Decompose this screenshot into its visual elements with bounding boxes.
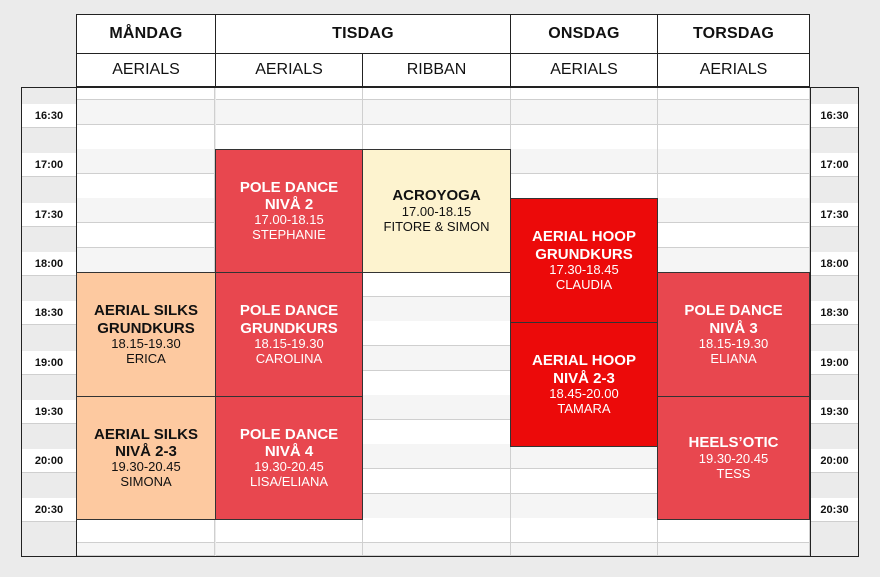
class-title: POLE DANCE xyxy=(684,302,783,320)
grid-cell xyxy=(511,88,658,100)
class-time: 18.15-19.30 xyxy=(254,335,324,351)
time-label: 16:30 xyxy=(22,104,76,128)
grid-cell xyxy=(658,543,810,556)
class-title: GRUNDKURS xyxy=(97,319,195,337)
grid-cell xyxy=(77,88,215,100)
class-block[interactable] xyxy=(657,396,810,520)
grid-cell xyxy=(658,223,810,248)
class-title: NIVÅ 4 xyxy=(264,443,314,461)
class-title: GRUNDKURS xyxy=(240,319,338,337)
room-label: AERIALS xyxy=(255,61,323,78)
class-time: 17.00-18.15 xyxy=(401,203,472,219)
grid-cell xyxy=(658,198,810,223)
class-block[interactable] xyxy=(657,272,810,397)
time-label: 18:00 xyxy=(811,252,858,276)
class-time: 18.15-19.30 xyxy=(698,335,769,351)
grid-cell xyxy=(216,518,363,543)
class-title: AERIAL HOOP xyxy=(532,228,636,246)
time-label: 19:00 xyxy=(811,351,858,375)
grid-cell xyxy=(77,198,215,223)
grid-cell xyxy=(363,518,511,543)
grid-cell xyxy=(77,149,215,174)
class-teacher: STEPHANIE xyxy=(252,227,326,243)
class-block[interactable] xyxy=(510,198,658,323)
room-label: AERIALS xyxy=(550,61,618,78)
time-label: 19:30 xyxy=(22,400,76,424)
class-title: POLE DANCE xyxy=(239,302,339,320)
class-title: AERIAL HOOP xyxy=(532,352,636,370)
grid-cell xyxy=(363,371,511,396)
class-block[interactable] xyxy=(76,396,216,520)
time-label: 20:00 xyxy=(22,449,76,473)
time-label: 20:00 xyxy=(811,449,858,473)
class-block[interactable] xyxy=(76,272,216,397)
grid-cell xyxy=(363,272,511,297)
class-block[interactable] xyxy=(215,149,363,273)
grid-cell xyxy=(511,174,658,199)
class-block[interactable] xyxy=(215,396,363,520)
grid-cell xyxy=(77,125,215,150)
class-teacher: TESS xyxy=(716,465,751,481)
room-header xyxy=(215,53,363,87)
grid-cell xyxy=(363,125,511,150)
time-label: 18:30 xyxy=(22,301,76,325)
class-block[interactable] xyxy=(215,272,363,397)
time-label: 17:00 xyxy=(22,153,76,177)
day-header-monday xyxy=(76,14,216,54)
time-label: 17:00 xyxy=(811,153,858,177)
day-label: TISDAG xyxy=(332,25,394,42)
grid-cell xyxy=(658,125,810,150)
class-time: 18.45-20.00 xyxy=(549,385,619,401)
grid-cell xyxy=(511,100,658,125)
class-teacher: FITORE & SIMON xyxy=(383,218,490,234)
day-header-tuesday xyxy=(215,14,511,54)
grid-cell xyxy=(511,494,658,519)
time-label: 17:30 xyxy=(22,203,76,227)
time-label: 18:00 xyxy=(22,252,76,276)
grid-cell xyxy=(363,420,511,445)
day-label: MÅNDAG xyxy=(109,25,183,42)
class-title: NIVÅ 2 xyxy=(264,196,314,214)
grid-cell xyxy=(511,125,658,150)
time-label: 19:30 xyxy=(811,400,858,424)
grid-cell xyxy=(658,100,810,125)
class-time: 19.30-20.45 xyxy=(698,450,769,466)
time-label: 16:30 xyxy=(811,104,858,128)
grid-cell xyxy=(216,543,363,556)
class-teacher: TAMARA xyxy=(557,400,611,416)
class-teacher: SIMONA xyxy=(120,474,172,490)
grid-cell xyxy=(77,223,215,248)
class-title: NIVÅ 2-3 xyxy=(115,443,177,461)
room-header xyxy=(362,53,511,87)
class-title: NIVÅ 3 xyxy=(709,319,758,337)
room-header xyxy=(76,53,216,87)
class-title: HEELS’OTIC xyxy=(688,434,779,452)
grid-cell xyxy=(363,444,511,469)
room-label: AERIALS xyxy=(699,61,768,78)
day-header-thursday xyxy=(657,14,810,54)
day-header-wednesday xyxy=(510,14,658,54)
class-title: AERIAL SILKS xyxy=(94,302,198,320)
class-teacher: LISA/ELIANA xyxy=(249,474,329,490)
grid-cell xyxy=(77,248,215,273)
grid-cell xyxy=(511,444,658,469)
time-label: 18:30 xyxy=(811,301,858,325)
class-title: ACROYOGA xyxy=(392,187,481,205)
class-time: 19.30-20.45 xyxy=(111,459,181,475)
grid-cell xyxy=(216,88,363,100)
class-time: 18.15-19.30 xyxy=(111,335,181,351)
grid-cell xyxy=(363,100,511,125)
day-label: TORSDAG xyxy=(692,25,775,42)
grid-cell xyxy=(658,518,810,543)
room-label: AERIALS xyxy=(112,61,180,78)
class-title: NIVÅ 2-3 xyxy=(553,369,615,387)
grid-cell xyxy=(363,494,511,519)
grid-cell xyxy=(216,100,363,125)
time-label: 20:30 xyxy=(811,498,858,522)
room-header xyxy=(510,53,658,87)
class-time: 17.00-18.15 xyxy=(254,212,324,228)
room-label: RIBBAN xyxy=(406,61,467,78)
class-teacher: ERICA xyxy=(126,350,166,366)
grid-cell xyxy=(363,346,511,371)
grid-cell xyxy=(511,518,658,543)
class-title: GRUNDKURS xyxy=(535,245,633,263)
grid-cell xyxy=(658,248,810,273)
time-label: 20:30 xyxy=(22,498,76,522)
grid-cell xyxy=(363,543,511,556)
class-title: POLE DANCE xyxy=(239,178,339,196)
class-teacher: CAROLINA xyxy=(255,350,323,366)
grid-cell xyxy=(511,149,658,174)
class-block[interactable] xyxy=(510,322,658,447)
grid-cell xyxy=(216,125,363,150)
time-label: 19:00 xyxy=(22,351,76,375)
grid-cell xyxy=(77,518,215,543)
class-title: POLE DANCE xyxy=(239,425,339,443)
time-label: 17:30 xyxy=(811,203,858,227)
class-teacher: ELIANA xyxy=(710,350,757,366)
class-time: 17.30-18.45 xyxy=(549,261,619,277)
grid-cell xyxy=(511,469,658,494)
class-time: 19.30-20.45 xyxy=(254,459,324,475)
grid-cell xyxy=(363,395,511,420)
grid-cell xyxy=(77,100,215,125)
class-teacher: CLAUDIA xyxy=(555,276,613,292)
grid-cell xyxy=(363,88,511,100)
grid-cell xyxy=(511,543,658,556)
room-header xyxy=(657,53,810,87)
grid-cell xyxy=(658,88,810,100)
grid-cell xyxy=(363,297,511,322)
grid-cell xyxy=(363,469,511,494)
day-label: ONSDAG xyxy=(548,25,620,42)
grid-cell xyxy=(77,174,215,199)
grid-cell xyxy=(658,174,810,199)
class-block[interactable] xyxy=(362,149,511,273)
grid-cell xyxy=(363,321,511,346)
grid-cell xyxy=(77,543,215,556)
grid-cell xyxy=(658,149,810,174)
class-title: AERIAL SILKS xyxy=(94,425,198,443)
